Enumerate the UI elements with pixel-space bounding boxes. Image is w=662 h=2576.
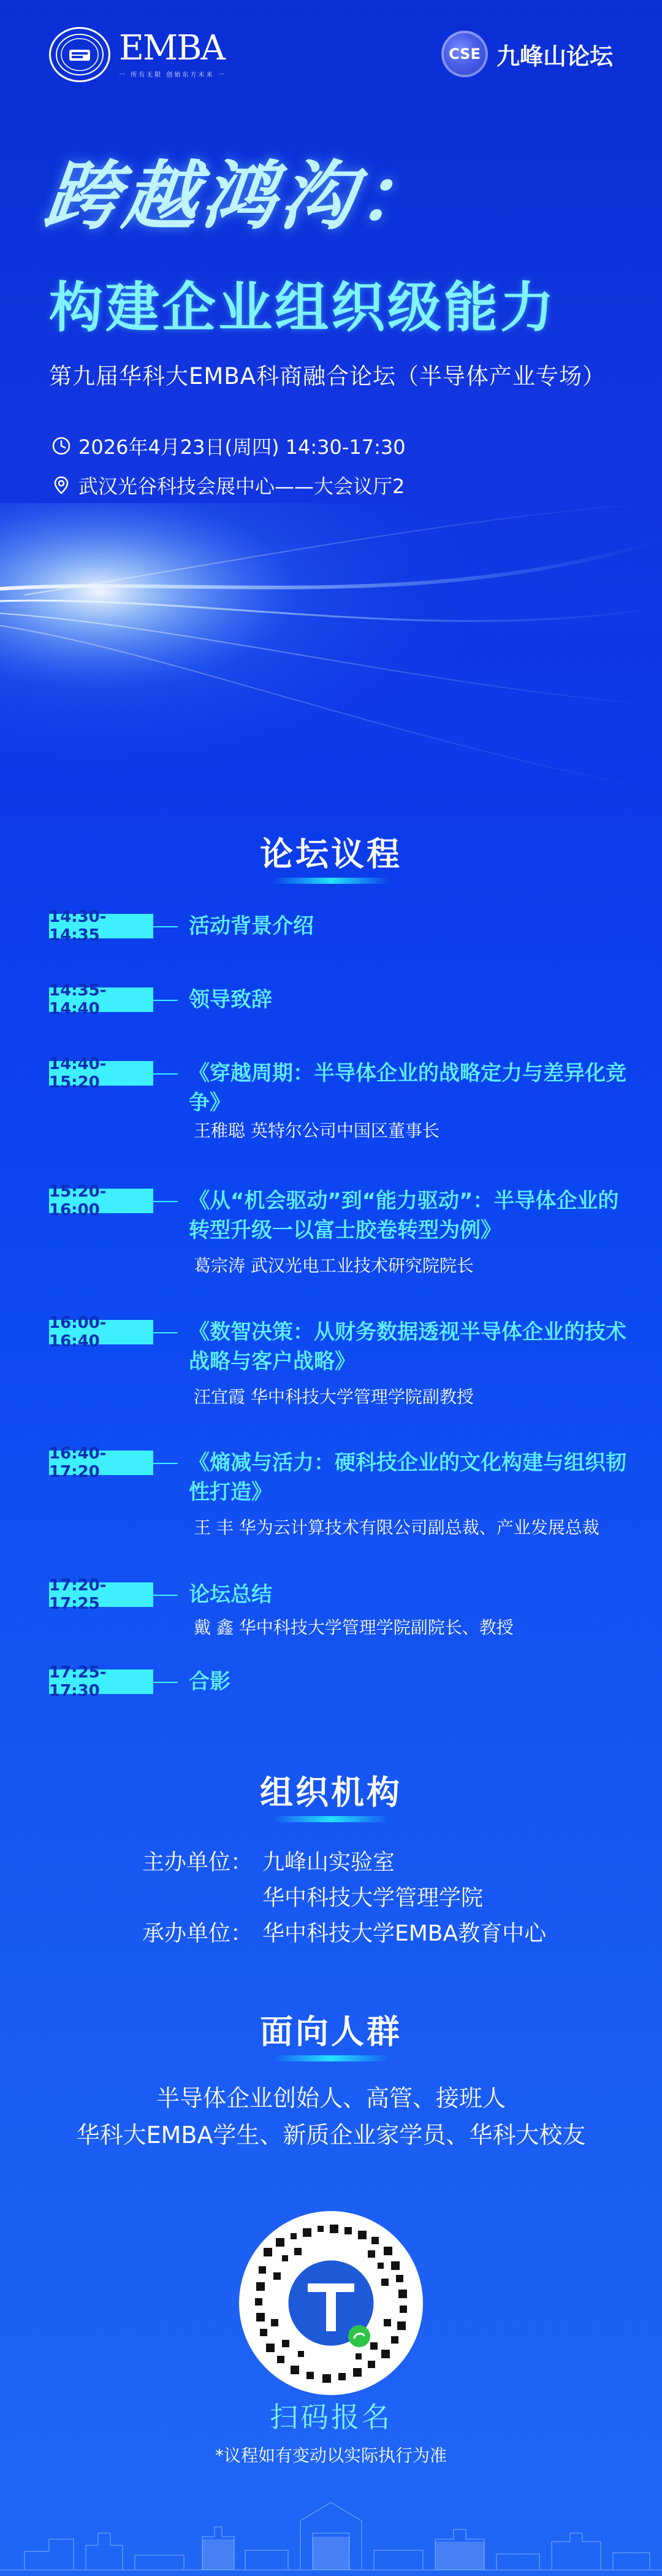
clock-icon <box>51 436 71 456</box>
host-name-2: 华中科技大学管理学院 <box>262 1885 484 1911</box>
agenda-time: 14:30-14:35 <box>49 914 153 938</box>
location-pin-icon <box>51 475 71 495</box>
agenda-title: 《从“机会驱动”到“能力驱动”：半导体企业的转型升级一以富士胶卷转型为例》 <box>189 1189 619 1243</box>
emba-logo-subtext: 一 所有无限 创始东方未来 一 <box>119 71 226 79</box>
light-streak-decoration <box>0 503 662 822</box>
co-name-1: 华中科技大学EMBA教育中心 <box>262 1921 547 1946</box>
agenda-speaker: 王 丰 华为云计算技术有限公司副总裁、产业发展总裁 <box>194 1517 599 1538</box>
agenda-time: 16:00-16:40 <box>49 1320 153 1344</box>
agenda-title: 论坛总结 <box>189 1582 272 1607</box>
forum-name: 九峰山论坛 <box>496 42 613 70</box>
hero-title-line2: 构建企业组织级能力 <box>49 276 557 339</box>
agenda-speaker: 王稚聪 英特尔公司中国区董事长 <box>194 1121 439 1141</box>
agenda-time: 14:35-14:40 <box>49 987 153 1012</box>
event-time <box>51 432 406 460</box>
campus-skyline-decoration <box>0 2478 662 2576</box>
host-name-1: 九峰山实验室 <box>262 1850 395 1875</box>
agenda-time: 14:40-15:20 <box>49 1061 153 1086</box>
signup-qr-code[interactable] <box>239 2211 423 2395</box>
university-emblem-icon <box>49 27 110 82</box>
agenda-title: 《穿越周期：半导体企业的战略定力与差异化竞争》 <box>189 1061 626 1115</box>
emba-logo-text: EMBA <box>119 28 224 68</box>
agenda-section-title: 论坛议程 <box>0 828 662 884</box>
agenda-speaker: 汪宜霞 华中科技大学管理学院副教授 <box>194 1387 474 1407</box>
agenda-title: 《熵减与活力：硬科技企业的文化构建与组织韧性打造》 <box>189 1451 626 1505</box>
audience-line-2: 华科大EMBA学生、新质企业家学员、华科大校友 <box>76 2122 586 2149</box>
hero-title-line1: 跨越鸿沟： <box>40 153 442 240</box>
event-place-text: 武汉光谷科技会展中心——大会议厅2 <box>78 475 405 498</box>
agenda-speaker: 葛宗涛 武汉光电工业技术研究院院长 <box>194 1255 474 1276</box>
agenda-time: 17:20-17:25 <box>49 1582 153 1607</box>
agenda-title: 《数智决策：从财务数据透视半导体企业的技术战略与客户战略》 <box>189 1320 626 1374</box>
emba-logo <box>49 27 226 82</box>
agenda-title: 活动背景介绍 <box>189 914 314 938</box>
agenda-time: 17:25-17:30 <box>49 1669 153 1694</box>
agenda-time: 16:40-17:20 <box>49 1451 153 1475</box>
audience-line-1: 半导体企业创始人、高管、接班人 <box>156 2085 506 2112</box>
agenda-title: 合影 <box>189 1669 230 1694</box>
co-label: 承办单位： <box>142 1921 253 1946</box>
host-label: 主办单位： <box>142 1850 253 1875</box>
event-place <box>51 471 405 499</box>
hero-subtitle: 第九届华科大EMBA科商融合论坛（半导体产业专场） <box>49 363 606 389</box>
agenda-time: 15:20-16:00 <box>49 1189 153 1213</box>
organizers-section-title: 组织机构 <box>0 1766 662 1822</box>
agenda-title: 领导致辞 <box>189 987 272 1012</box>
cse-badge-icon: CSE <box>441 31 488 77</box>
qr-code-icon <box>239 2211 423 2395</box>
audience-section-title: 面向人群 <box>0 2006 662 2061</box>
forum-logo <box>441 31 613 77</box>
signup-label: 扫码报名 <box>270 2401 392 2434</box>
agenda-speaker: 戴 鑫 华中科技大学管理学院副院长、教授 <box>194 1617 514 1638</box>
event-time-text: 2026年4月23日(周四) 14:30-17:30 <box>78 435 406 459</box>
schedule-note: *议程如有变动以实际执行为准 <box>215 2445 447 2466</box>
